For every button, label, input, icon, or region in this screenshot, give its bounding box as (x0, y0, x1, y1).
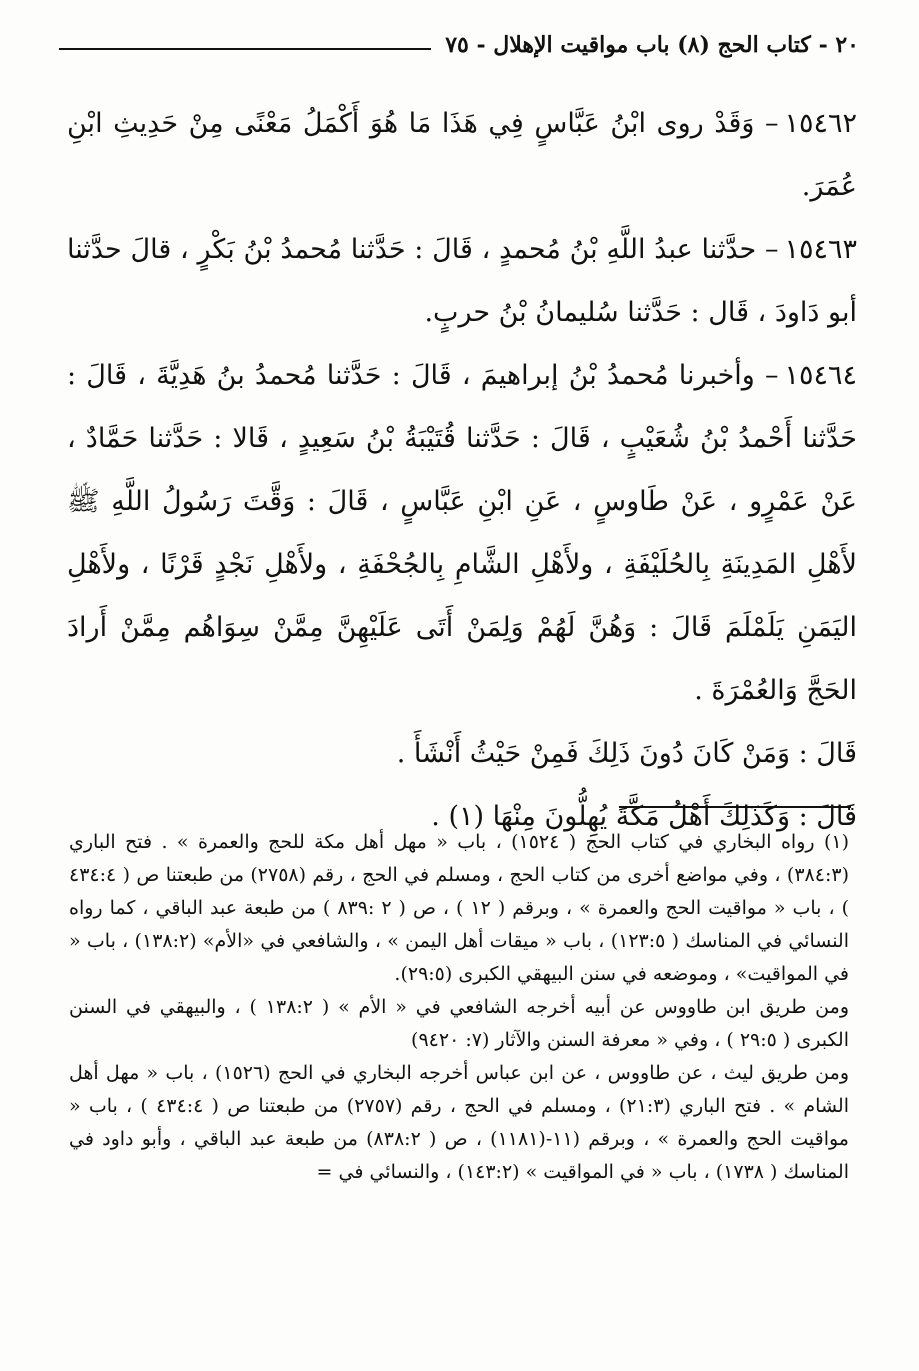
hadith-text: قَالَ : وَمَنْ كَانَ دُونَ ذَلِكَ فَمِنْ حَيْثُ أَنْشَأَ . (396, 738, 857, 769)
hadith-number: ١٥٤٦٢ (784, 108, 857, 139)
hadith-text: – وأخبرنا مُحمدُ بْنُ إبراهيمَ ، قَالَ : حَدَّثنا مُحمدُ بنُ هَدِيَّةَ ، قَالَ : حَدَّثنا أَحْمدُ بْنُ شُعَيْبٍ ، قَالَ : حَدَّثنا قُتَيْبَةُ بْنُ سَعِيدٍ ، قَالا : حَدَّثنا حَمَّادٌ ، عَنْ عَمْرٍو ، عَنْ طَاوسٍ ، عَنِ ابْنِ عَبَّاسٍ ، قَالَ : وَقَّتَ رَسُولُ اللَّهِ ﷺ لأَهْلِ المَدِينَةِ بِالحُلَيْفَةِ ، ولأَهْلِ الشَّامِ بِالجُحْفَةِ ، ولأَهْلِ نَجْدٍ قَرْنًا ، ولأَهْلِ اليَمَنِ يَلَمْلَمَ قَالَ : وَهُنَّ لَهُمْ وَلِمَنْ أَتَى عَلَيْهِنَّ مِمَّنْ سِوَاهُم مِمَّنْ أَرادَ الحَجَّ وَالعُمْرَةَ . (67, 360, 857, 706)
header-rule (59, 48, 431, 50)
hadith-text: – حدَّثنا عبدُ اللَّهِ بْنُ مُحمدٍ ، قَالَ : حَدَّثنا مُحمدُ بْنُ بَكْرٍ ، قالَ حدَّثنا أبو دَاودَ ، قَال : حَدَّثنا سُليمانُ بْنُ حربٍ. (67, 234, 857, 328)
hadith-paragraph (67, 722, 857, 785)
footnotes (69, 826, 849, 1189)
hadith-number: ١٥٤٦٤ (784, 360, 857, 391)
running-header (59, 28, 859, 62)
hadith-text: قَالَ : وَكَذَلِكَ أَهْلُ مَكَّةَ يُهِلُّونَ مِنْهَا (١) . (431, 801, 857, 832)
footnote: ومن طريق ابن طاووس عن أبيه أخرجه الشافعي في « الأم » ( ١٣٨:٢ ) ، والبيهقي في السنن الكبرى ( ٢٩:٥ ) ، وفي « معرفة السنن والآثار (٧: ٩٤٢٠) (69, 996, 849, 1051)
footnote: (١) رواه البخاري في كتاب الحج ( ١٥٢٤) ، باب « مهل أهل مكة للحج والعمرة » . فتح الباري (٣٨٤:٣) ، وفي مواضع أخرى من كتاب الحج ، ومسلم في الحج ، رقم (٢٧٥٨) من طبعتنا ص ( ٤٣٤:٤ ) ، باب « مواقيت الحج والعمرة » ، وبرقم ( ١٢ ) ، ص ( ٢ :٨٣٩ ) من طبعة عبد الباقي ، كما رواه النسائي في المناسك ( ١٢٣:٥) ، باب « ميقات أهل اليمن » ، والشافعي في «الأم» (١٣٨:٢) ، باب « في المواقيت» ، وموضعه في سنن البيهقي الكبرى (٢٩:٥). (69, 831, 849, 985)
running-title: ٢٠ - كتاب الحج (٨) باب مواقيت الإهلال - ٧٥ (445, 32, 859, 58)
hadith-paragraph (67, 92, 857, 218)
hadith-paragraph (67, 344, 857, 722)
footnote: ومن طريق ليث ، عن طاووس ، عن ابن عباس أخرجه البخاري في الحج (١٥٢٦) ، باب « مهل أهل الشام » . فتح الباري (٢١:٣) ، ومسلم في الحج ، رقم (٢٧٥٧) من طبعتنا ص ( ٤٣٤:٤ ) ، باب « مواقيت الحج والعمرة » ، وبرقم (١١-(١١٨١) ، ص ( ٨٣٨:٢) من طبعة عبد الباقي ، وأبو داود في المناسك ( ١٧٣٨) ، باب « في المواقيت » (١٤٣:٢) ، والنسائي في = (69, 1062, 849, 1183)
hadith-paragraph (67, 218, 857, 344)
main-text (67, 92, 857, 848)
footnote-separator (619, 806, 851, 808)
hadith-number: ١٥٤٦٣ (784, 234, 857, 265)
hadith-text: – وَقَدْ روى ابْنُ عَبَّاسٍ فِي هَذَا مَا هُوَ أَكْمَلُ مَعْنًى مِنْ حَدِيثِ ابْنِ عُمَرَ. (67, 108, 857, 202)
